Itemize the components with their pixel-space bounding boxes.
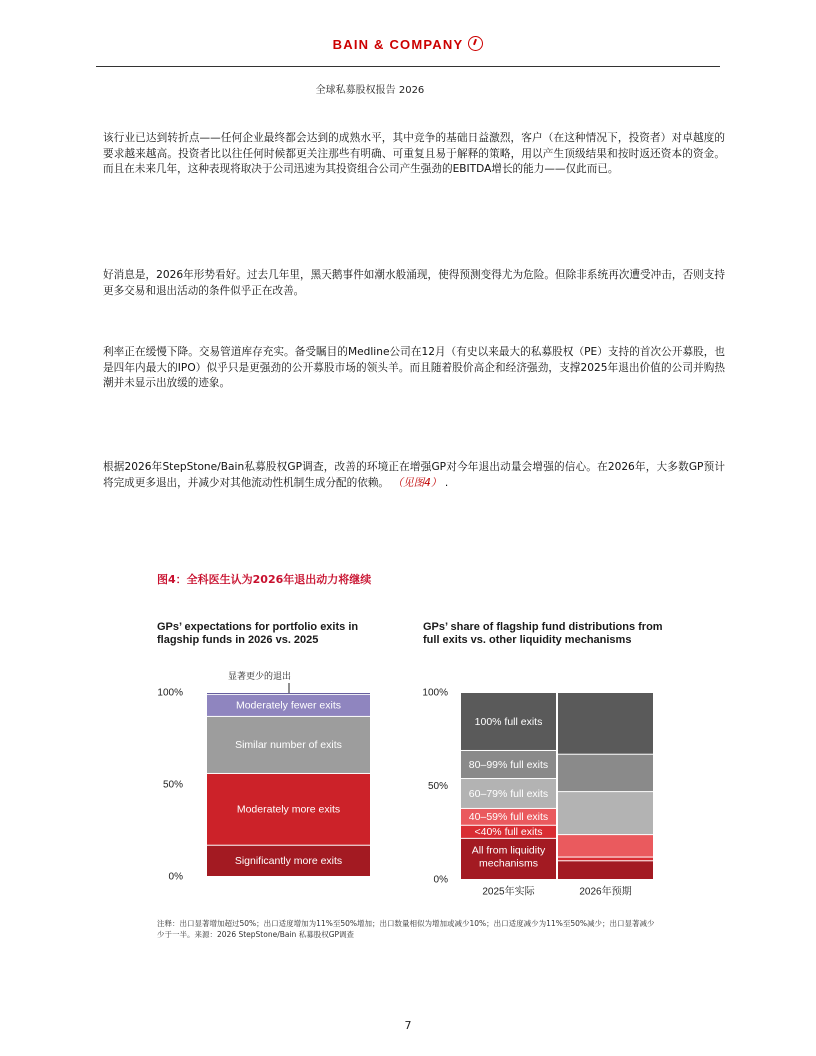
segment-label-line: All from liquidity (471, 844, 546, 857)
y-tick-label: 100% (422, 687, 448, 699)
chart-1 (150, 665, 385, 890)
y-tick-label: 50% (427, 781, 448, 793)
segment-label: Moderately fewer exits (235, 699, 342, 712)
segment-label-line: mechanisms (479, 857, 538, 870)
paragraph-4-text: 根据2026年StepStone/Bain私募股权GP调查，改善的环境正在增强GP对今年退出动量会增强的信心。在2026年，大多数GP预计将完成更多退出，并减少对其他流动性机制生成分配的依赖。 (103, 461, 725, 489)
y-tick-label: 0% (168, 871, 183, 883)
segment-label: 80–99% full exits (468, 758, 549, 771)
document-title: 全球私募股权报告 2026 (315, 85, 425, 96)
paragraph-1: 该行业已达到转折点——任何企业最终都会达到的成熟水平，其中竞争的基础日益激烈，客户（在这种情况下，投资者）对卓越度的要求越来越高。投资者比以往任何时候都更关注那些有明确、可重复且易于解释的策略，用以产生顶级结果和按时返还资本的资金。而且在未来几年，这种表现将取决于公司迅速为其投资组合公司产生强劲的EBITDA增长的能力——仅此而已。 (103, 132, 725, 175)
segment-label: <40% full exits (474, 826, 543, 839)
segment-label: 40–59% full exits (468, 811, 549, 824)
segment-label (472, 844, 546, 869)
paragraph-2: 好消息是，2026年形势看好。过去几年里，黑天鹅事件如潮水般涌现，使得预测变得尤为危险。但除非系统再次遭受冲击，否则支持更多交易和退出活动的条件似乎正在改善。 (103, 269, 725, 297)
bar-segment (558, 835, 653, 856)
header-divider (96, 66, 720, 67)
chart-1-title: GPs’ expectations for portfolio exits in flagship funds in 2026 vs. 2025 (157, 621, 359, 646)
bar-segment (558, 693, 653, 754)
chart-1-annotation: 显著更少的退出 (228, 672, 292, 682)
circle-mark-icon (468, 36, 483, 51)
chart-2-title: GPs’ share of flagship fund distributions from full exits vs. other liquidity mechanisms (423, 621, 663, 646)
figure-note: 注释：出口显著增加超过50%；出口适度增加为11%至50%增加；出口数量相似为增加或减少10%；出口适度减少为11%至50%减少；出口显著减少少于一半。来源：2026 StepStone/Bain 私募股权GP调查 (157, 919, 655, 939)
paragraph-3: 利率正在缓慢下降。交易管道库存充实。备受瞩目的Medline公司在12月（有史以来最大的私募股权（PE）支持的首次公开募股，也是四年内最大的IPO）似乎只是更强劲的公开募股市场的领头羊。而且随着股价高企和经济强劲，支撑2025年退出价值的公司并购热潮并未显示出放缓的迹象。 (103, 346, 725, 389)
segment-label: Similar number of exits (235, 739, 342, 752)
y-tick-label: 0% (433, 874, 448, 886)
bar-segment (558, 861, 653, 879)
y-tick-label: 100% (157, 687, 183, 699)
bar-segment (558, 792, 653, 834)
x-tick-label: 2026年预期 (579, 886, 632, 898)
segment-label: Moderately more exits (236, 803, 341, 816)
paragraph-4-tail: . (444, 476, 449, 489)
segment-label: Significantly more exits (234, 855, 343, 868)
bar-segment (558, 858, 653, 861)
y-tick-label: 50% (162, 779, 183, 791)
page-number: 7 (404, 1019, 412, 1032)
chart-2 (415, 665, 665, 905)
x-tick-label: 2025年实际 (482, 886, 535, 898)
paragraph-4 (103, 460, 725, 491)
brand-header (0, 36, 816, 52)
figure-title: 图4：全科医生认为2026年退出动力将继续 (157, 573, 372, 586)
segment-label: 60–79% full exits (468, 787, 549, 800)
brand-name: BAIN & COMPANY (332, 37, 464, 52)
segment-label: 100% full exits (474, 715, 543, 728)
figure-reference-link[interactable]: （见图4） (392, 476, 442, 489)
bar-segment (558, 755, 653, 791)
bar-segment (207, 693, 370, 694)
